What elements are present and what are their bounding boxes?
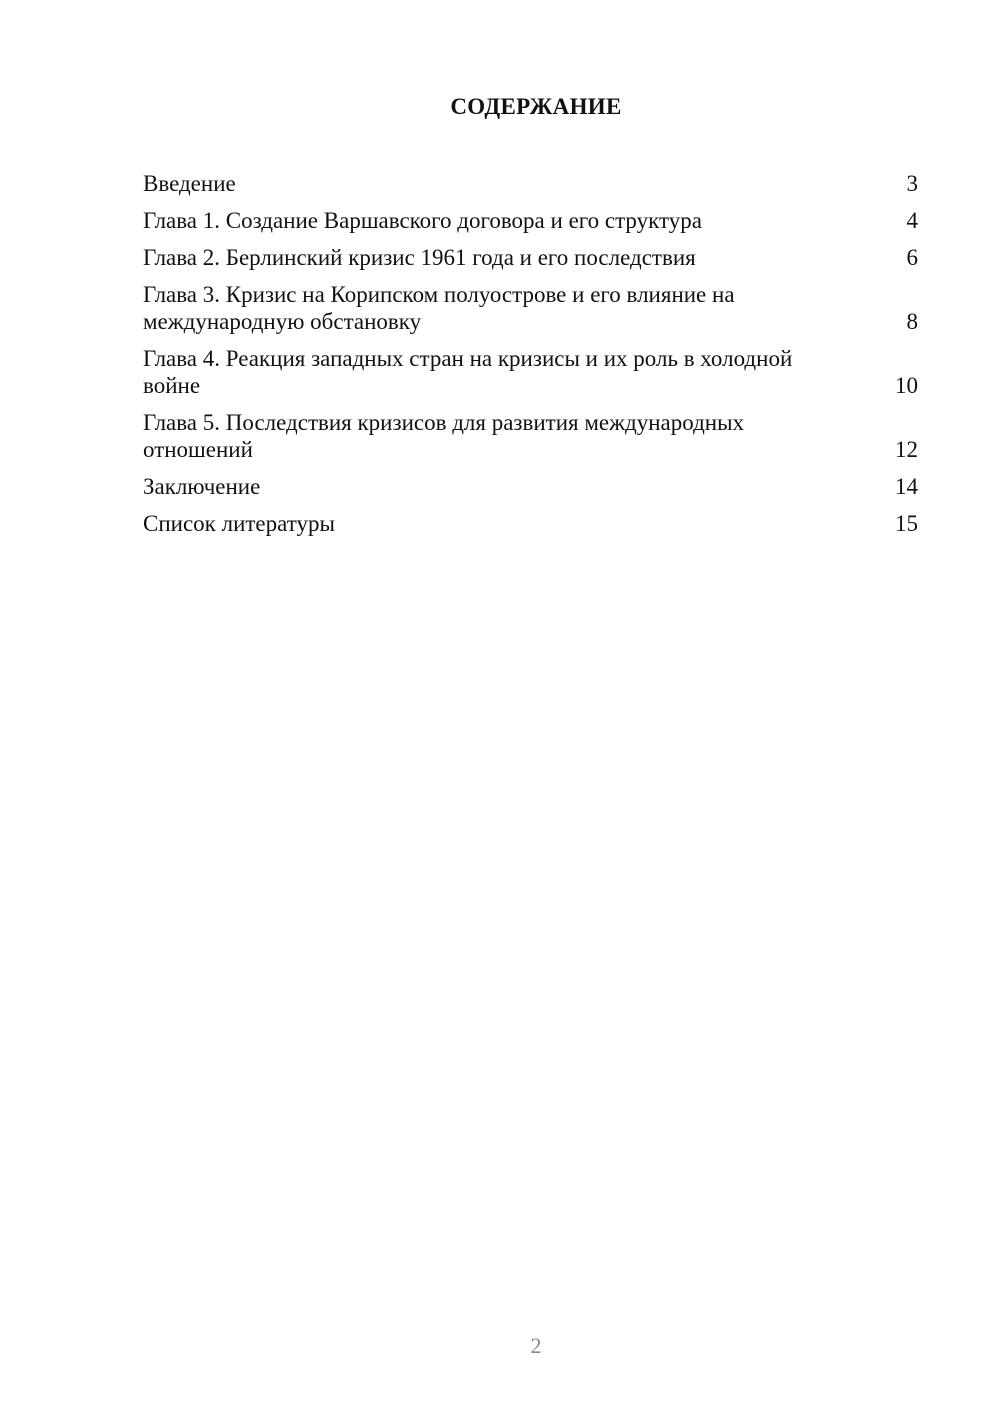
toc-item-chapter-2[interactable]: [143, 244, 918, 271]
page-number: 2: [530, 1333, 542, 1358]
toc-item-label: Глава 3. Кризис на Корипском полуострове и его влияние на международную обстановку: [143, 282, 735, 334]
toc-item-page-number: 15: [895, 511, 918, 536]
toc-item-label: Глава 1. Создание Варшавского договора и его структура: [143, 208, 702, 233]
table-of-contents: [143, 170, 918, 547]
toc-item-page-number: 3: [906, 171, 918, 196]
toc-item-introduction[interactable]: [143, 170, 918, 197]
toc-item-chapter-5[interactable]: [143, 409, 918, 463]
toc-item-chapter-3[interactable]: [143, 281, 918, 335]
toc-item-label: Список литературы: [143, 511, 335, 536]
toc-item-page-number: 4: [906, 208, 918, 233]
toc-item-page-number: 8: [906, 309, 918, 334]
toc-item-label: Глава 2. Берлинский кризис 1961 года и его последствия: [143, 245, 696, 270]
toc-item-page-number: 14: [895, 474, 918, 499]
toc-item-page-number: 10: [895, 373, 918, 398]
page-title: СОДЕРЖАНИЕ: [450, 94, 622, 119]
toc-item-references[interactable]: [143, 510, 918, 537]
toc-item-label: Заключение: [143, 474, 261, 499]
toc-item-chapter-4[interactable]: [143, 345, 918, 399]
toc-item-label: Введение: [143, 171, 236, 196]
toc-item-page-number: 6: [906, 245, 918, 270]
toc-item-label: Глава 5. Последствия кризисов для развития международных отношений: [143, 410, 745, 462]
toc-item-chapter-1[interactable]: [143, 207, 918, 234]
toc-item-conclusion[interactable]: [143, 473, 918, 500]
toc-item-label: Глава 4. Реакция западных стран на кризисы и их роль в холодной войне: [143, 346, 793, 398]
toc-item-page-number: 12: [895, 437, 918, 462]
